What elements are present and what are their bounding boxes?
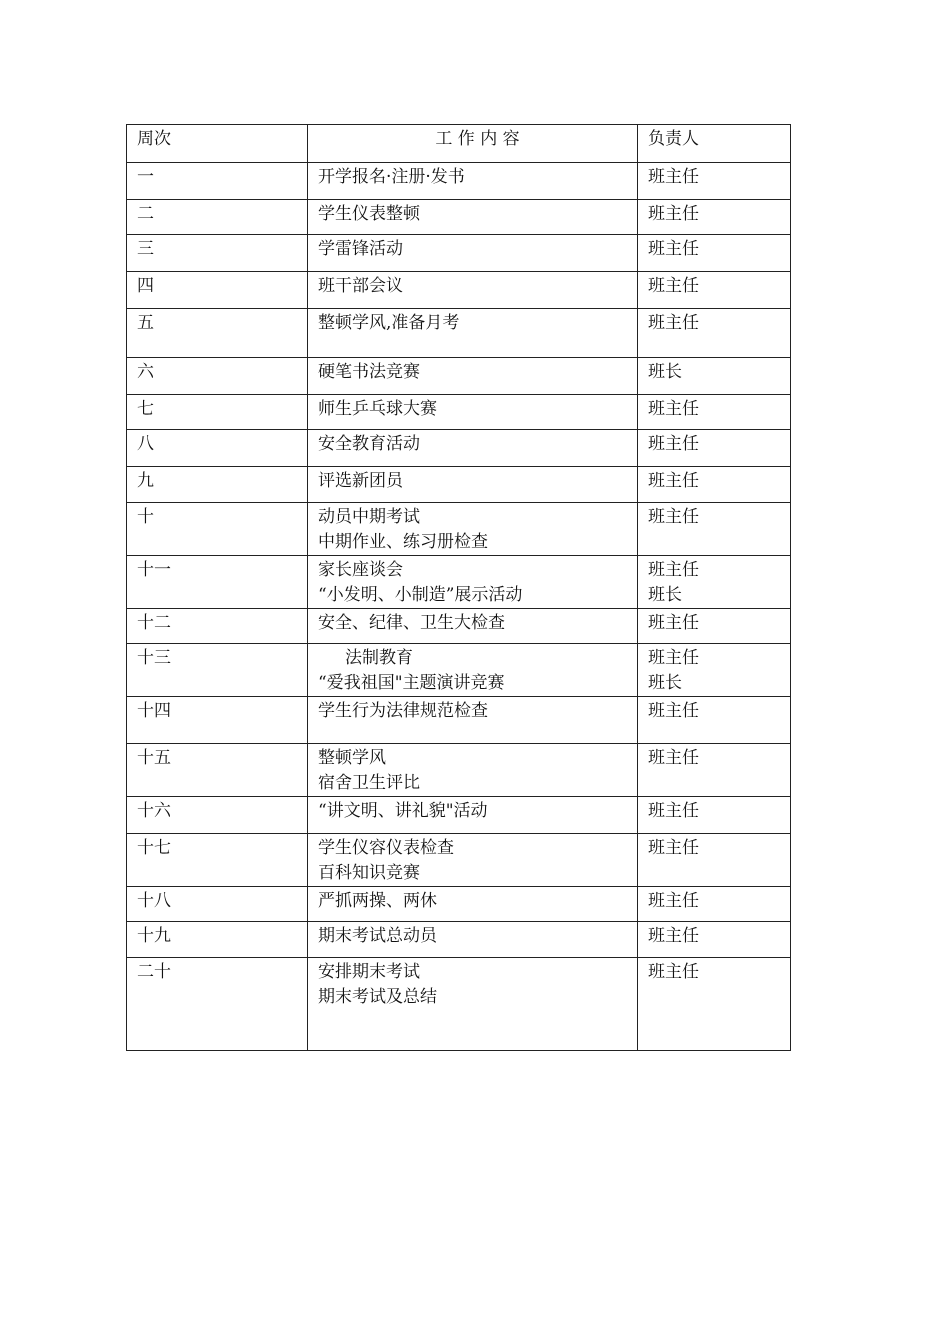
content-cell [308,834,638,887]
owner-line: 班主任 [648,648,699,668]
owner-cell [638,309,791,358]
week-cell: 二 [127,200,308,235]
table-row [127,430,791,467]
week-cell: 十七 [127,834,308,887]
content-line: 期末考试及总结 [318,987,437,1007]
content-line: 整顿学风,准备月考 [318,313,460,333]
owner-cell [638,358,791,395]
owner-line: 班长 [648,673,682,693]
content-cell [308,467,638,503]
content-cell [308,744,638,797]
owner-line: 班主任 [648,276,699,296]
table-row [127,163,791,200]
table-row [127,200,791,235]
content-line: 学生行为法律规范检查 [318,701,488,721]
table-row [127,887,791,922]
table-row [127,697,791,744]
table-row [127,958,791,1051]
table-row [127,309,791,358]
table-header-row [127,125,791,163]
owner-cell [638,887,791,922]
content-line: 家长座谈会 [318,560,403,580]
week-cell: 十五 [127,744,308,797]
owner-line: 班主任 [648,399,699,419]
week-cell: 四 [127,272,308,309]
content-line: 学生仪表整顿 [318,204,420,224]
table-row [127,358,791,395]
table-row [127,272,791,309]
week-cell: 十九 [127,922,308,958]
content-cell [308,697,638,744]
content-line: 学雷锋活动 [318,239,403,259]
table-row [127,644,791,697]
week-cell: 八 [127,430,308,467]
content-cell [308,644,638,697]
content-line: 动员中期考试 [318,507,420,527]
owner-line: 班主任 [648,891,699,911]
owner-line: 班主任 [648,838,699,858]
owner-line: 班主任 [648,471,699,491]
owner-cell [638,503,791,556]
content-line: 学生仪容仪表检查 [318,838,454,858]
owner-line: 班主任 [648,560,699,580]
week-cell: 十三 [127,644,308,697]
week-cell: 九 [127,467,308,503]
content-line: 百科知识竞赛 [318,863,420,883]
week-cell: 二十 [127,958,308,1051]
content-line: 评选新团员 [318,471,403,491]
owner-line: 班主任 [648,748,699,768]
content-line: 整顿学风 [318,748,386,768]
content-cell [308,430,638,467]
owner-cell [638,834,791,887]
owner-line: 班主任 [648,701,699,721]
owner-cell [638,644,791,697]
table-row [127,467,791,503]
content-cell [308,309,638,358]
owner-cell [638,395,791,430]
owner-cell [638,744,791,797]
table-row [127,922,791,958]
owner-cell [638,467,791,503]
week-cell: 十四 [127,697,308,744]
content-line: “爱我祖国"主题演讲竞赛 [318,673,505,693]
owner-cell [638,797,791,834]
week-cell: 七 [127,395,308,430]
content-cell [308,797,638,834]
owner-line: 班主任 [648,926,699,946]
work-schedule-table [126,124,791,1051]
owner-line: 班主任 [648,239,699,259]
content-cell [308,958,638,1051]
content-cell [308,503,638,556]
owner-line: 班主任 [648,962,699,982]
content-cell [308,922,638,958]
content-cell [308,200,638,235]
content-line: “讲文明、讲礼貌"活动 [318,801,488,821]
table-row [127,797,791,834]
owner-cell [638,922,791,958]
content-line: 师生乒乓球大赛 [318,399,437,419]
content-cell [308,272,638,309]
content-line: 中期作业、练习册检查 [318,532,488,552]
week-cell: 三 [127,235,308,272]
content-line: 期末考试总动员 [318,926,437,946]
week-cell: 十八 [127,887,308,922]
owner-cell [638,430,791,467]
header-owner: 负责人 [638,125,791,163]
content-cell [308,395,638,430]
week-cell: 六 [127,358,308,395]
content-line: 安排期末考试 [318,962,420,982]
table-row [127,395,791,430]
content-cell [308,163,638,200]
content-cell [308,358,638,395]
content-cell [308,887,638,922]
content-line: “小发明、小制造”展示活动 [318,585,523,605]
week-cell: 十六 [127,797,308,834]
owner-cell [638,163,791,200]
content-line: 硬笔书法竞赛 [318,362,420,382]
week-cell: 十二 [127,609,308,644]
owner-cell [638,697,791,744]
header-content: 工 作 内 容 [308,125,638,163]
owner-line: 班主任 [648,801,699,821]
week-cell: 一 [127,163,308,200]
owner-cell [638,958,791,1051]
table-row [127,609,791,644]
content-line: 严抓两操、两休 [318,891,437,911]
table-row [127,834,791,887]
owner-cell [638,272,791,309]
header-week: 周次 [127,125,308,163]
owner-line: 班主任 [648,167,699,187]
owner-line: 班长 [648,362,682,382]
content-line: 安全教育活动 [318,434,420,454]
week-cell: 十一 [127,556,308,609]
table-row [127,744,791,797]
content-line: 法制教育 [318,648,414,668]
table-row [127,503,791,556]
week-cell: 五 [127,309,308,358]
owner-line: 班主任 [648,434,699,454]
owner-line: 班主任 [648,313,699,333]
table-row [127,235,791,272]
content-line: 宿舍卫生评比 [318,773,420,793]
owner-cell [638,609,791,644]
content-cell [308,556,638,609]
content-line: 班干部会议 [318,276,403,296]
owner-cell [638,200,791,235]
owner-line: 班长 [648,585,682,605]
table-row [127,556,791,609]
owner-cell [638,556,791,609]
week-cell: 十 [127,503,308,556]
owner-line: 班主任 [648,204,699,224]
content-cell [308,609,638,644]
content-line: 开学报名·注册·发书 [318,167,465,187]
owner-line: 班主任 [648,613,699,633]
content-line: 安全、纪律、卫生大检查 [318,613,505,633]
content-cell [308,235,638,272]
owner-cell [638,235,791,272]
owner-line: 班主任 [648,507,699,527]
